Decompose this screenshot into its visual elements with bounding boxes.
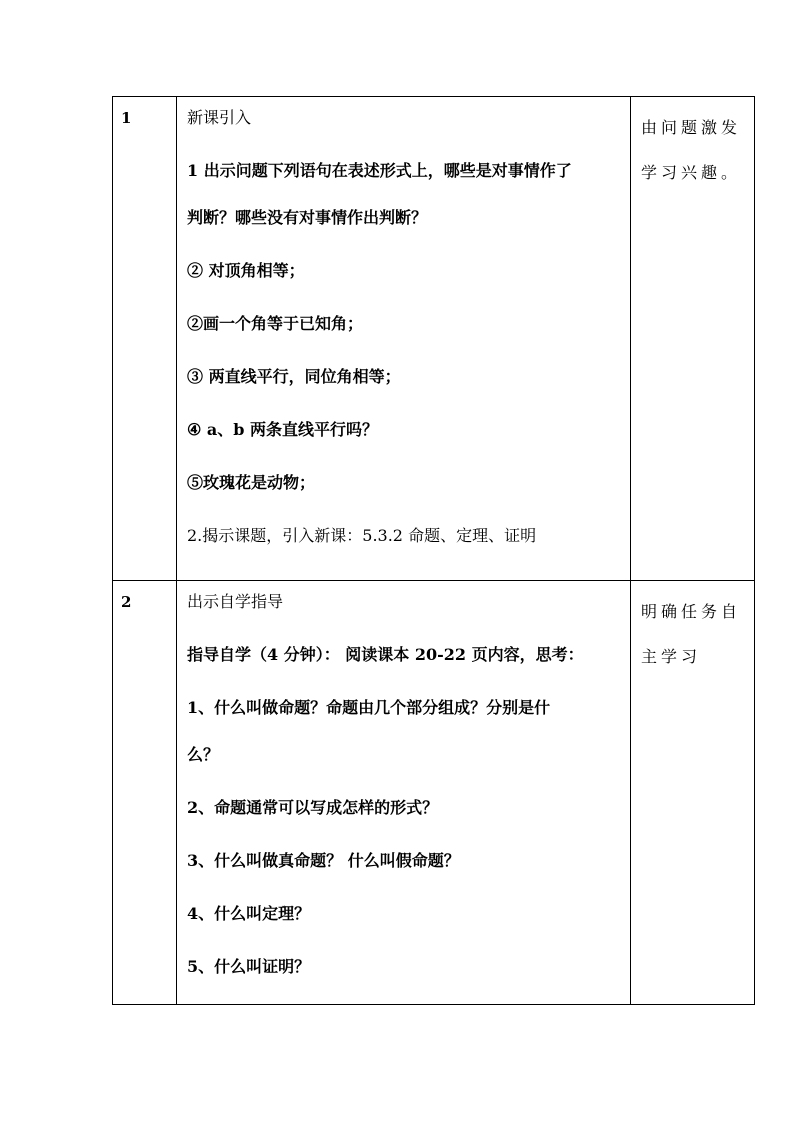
note-cell: 由问题激发学习兴趣。 [631,97,755,581]
lesson-plan-table [112,96,755,1005]
content-line: ⑤玫瑰花是动物； [187,473,316,492]
content-line: 4、什么叫定理？ [187,904,311,923]
step-content [177,97,631,581]
content-line: ③ 两直线平行，同位角相等； [187,367,401,386]
content-line: 判断？哪些没有对事情作出判断？ [187,208,428,227]
table-row [113,581,755,1005]
content-line: ②画一个角等于已知角； [187,314,364,333]
note-cell: 明确任务自主学习 [631,581,755,1005]
content-line: 5、什么叫证明？ [187,957,311,976]
content-line: 2、命题通常可以写成怎样的形式？ [187,798,439,817]
content-line: 1、什么叫做命题？命题由几个部分组成？分别是什 [187,698,551,717]
step-number: 2 [113,581,177,1005]
step-number: 1 [113,97,177,581]
content-line: 2.揭示课题，引入新课：5.3.2 命题、定理、证明 [187,526,537,545]
content-line: 指导自学（4 分钟）： 阅读课本 20-22 页内容，思考： [187,645,584,664]
content-line: ④ a、b 两条直线平行吗？ [187,420,379,439]
content-line: 1 出示问题下列语句在表述形式上，哪些是对事情作了 [187,161,572,180]
section-heading: 新课引入 [187,108,252,127]
content-line: ② 对顶角相等； [187,261,305,280]
step-content [177,581,631,1005]
content-line: 么？ [187,745,220,764]
section-heading: 出示自学指导 [187,592,284,611]
content-line: 3、什么叫做真命题？ 什么叫假命题？ [187,851,460,870]
table-row [113,97,755,581]
